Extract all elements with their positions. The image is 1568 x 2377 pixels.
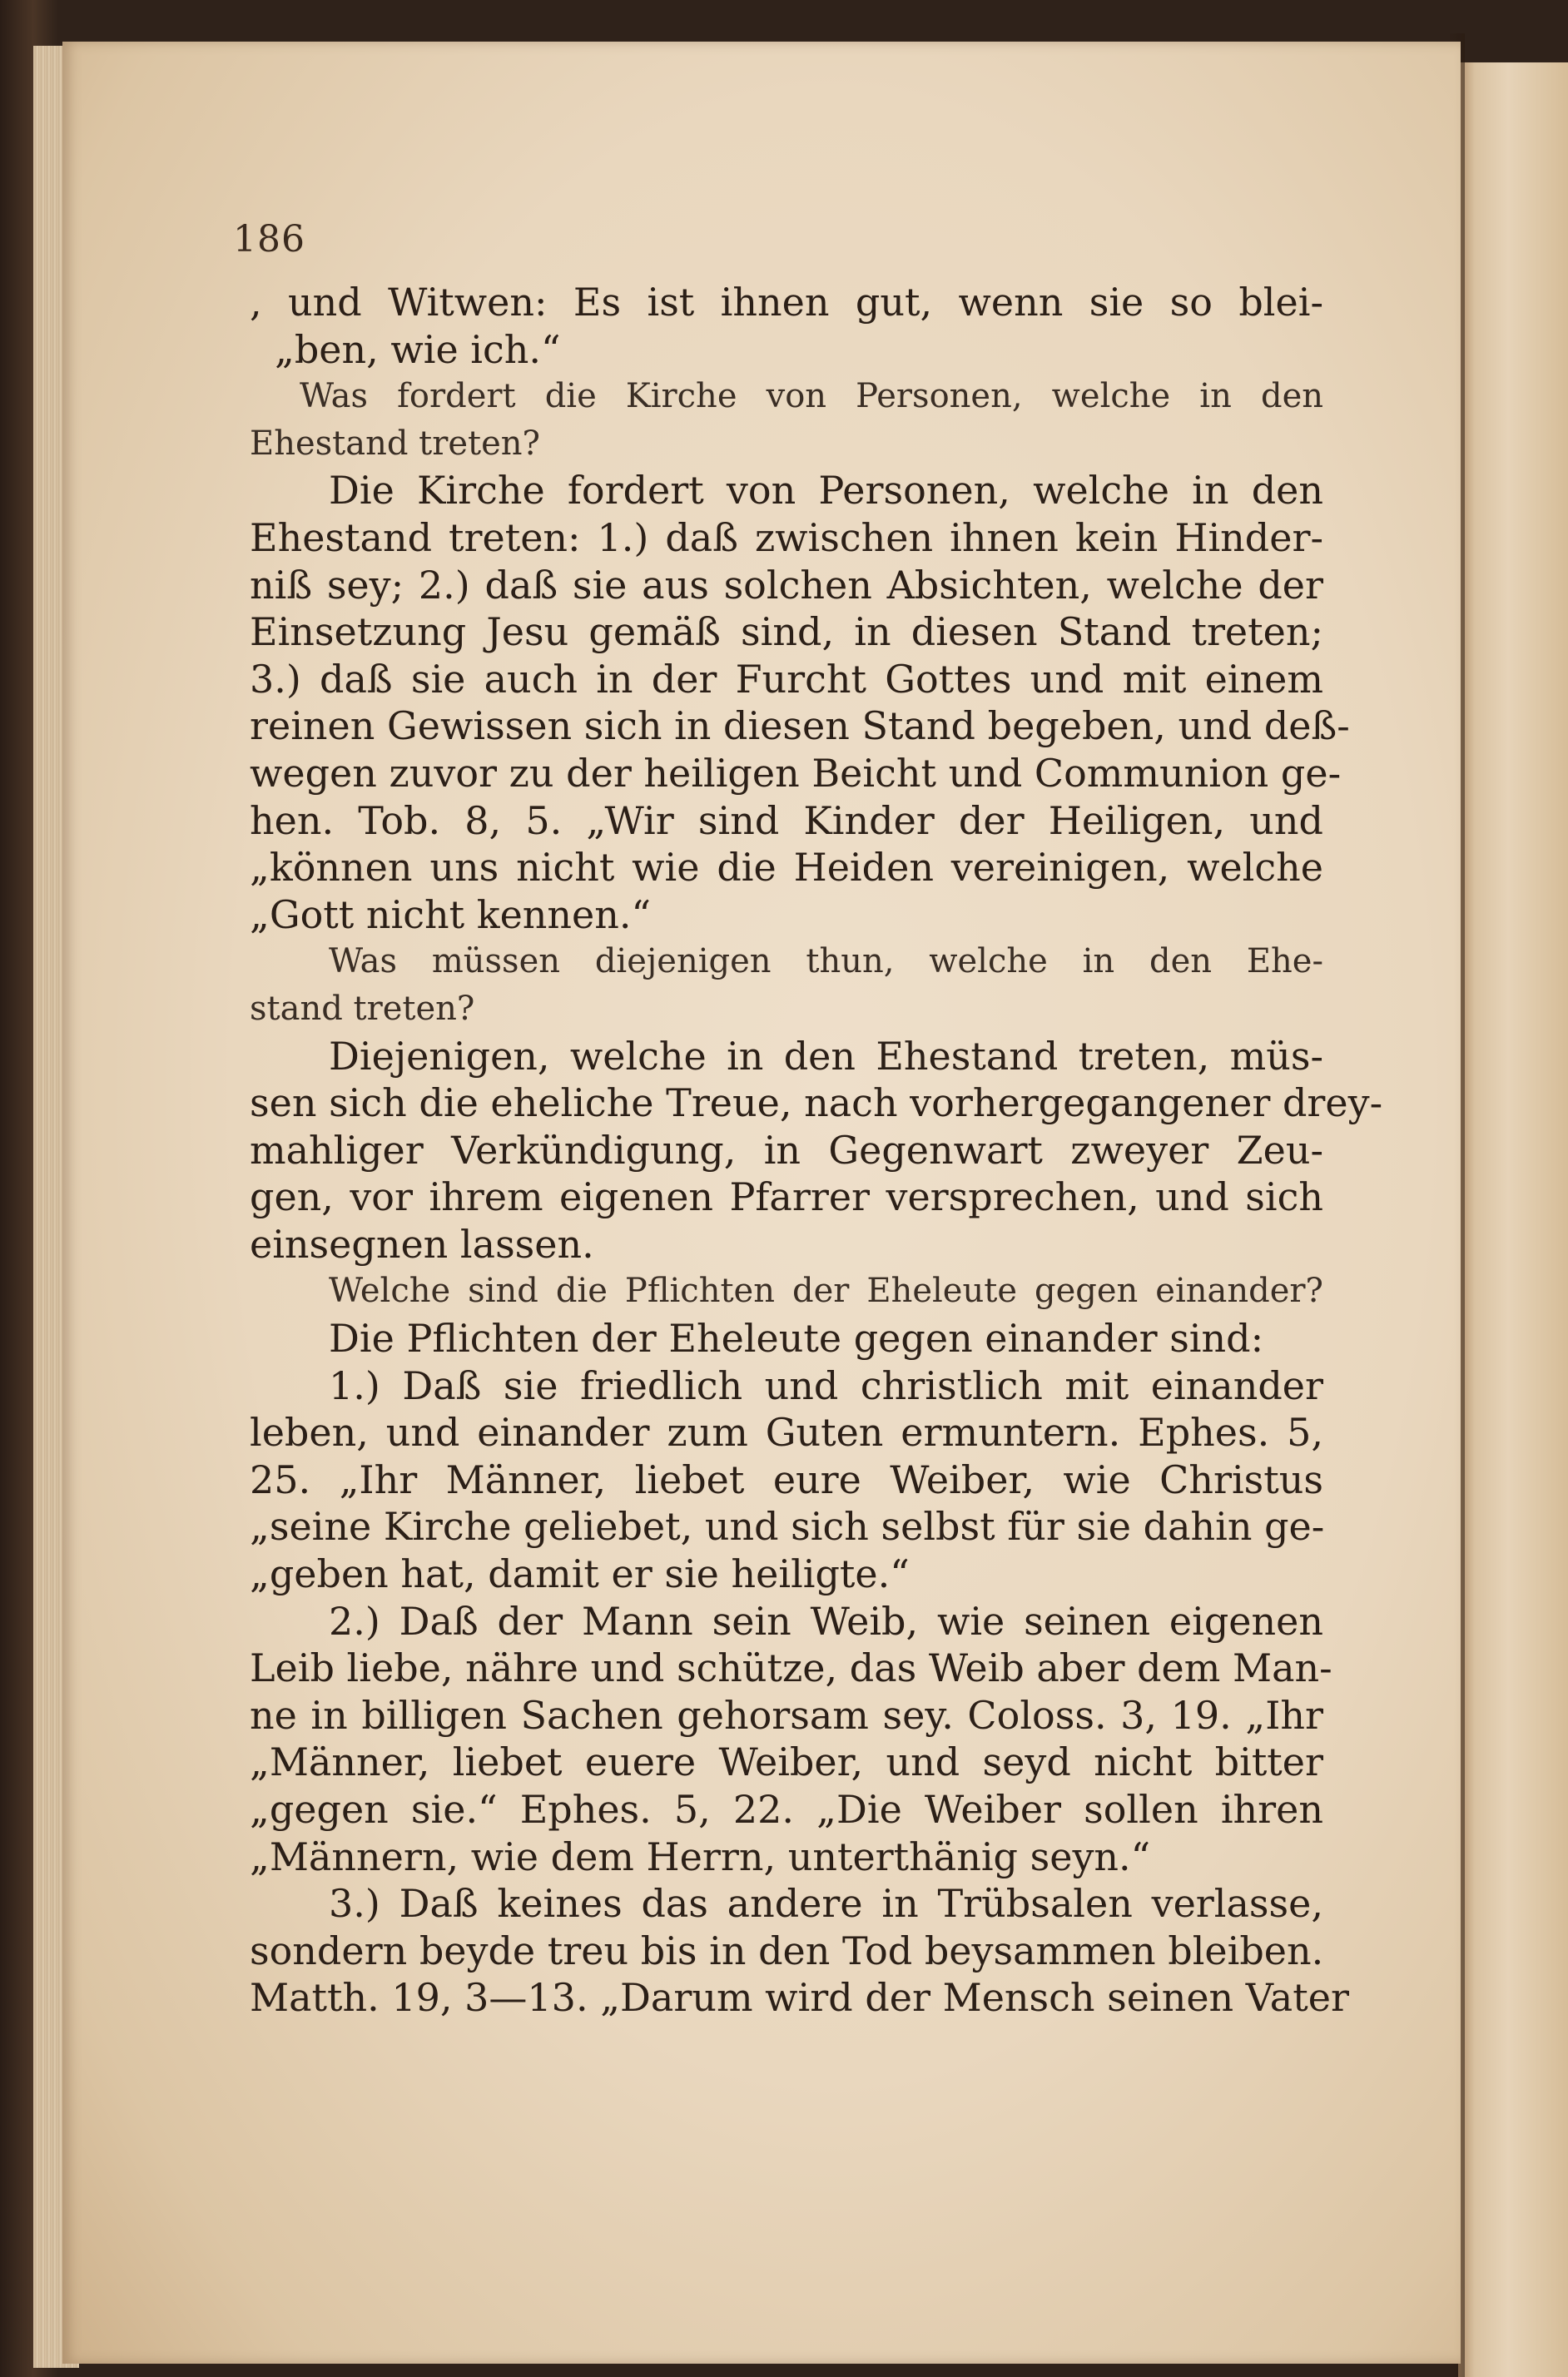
text-line: 3.) daß sie auch in der Furcht Gottes und mit einem	[250, 656, 1323, 702]
text-line: „geben hat, damit er sie heiligte.“	[250, 1551, 910, 1597]
text-line: Ehestand treten: 1.) daß zwischen ihnen kein Hinder-	[250, 514, 1323, 560]
text-line: Einsetzung Jesu gemäß sind, in diesen Stand treten;	[250, 609, 1323, 655]
text-line: reinen Gewissen sich in diesen Stand begeben, und deß-	[250, 703, 1350, 749]
text-line: 3.) Daß keines das andere in Trübsalen verlasse,	[329, 1881, 1323, 1927]
text-line: „Gott nicht kennen.“	[250, 891, 652, 937]
page-number: 186	[233, 218, 305, 261]
text-line: einsegnen lassen.	[250, 1221, 594, 1267]
text-line: niß sey; 2.) daß sie aus solchen Absichten, welche der	[250, 562, 1323, 608]
page-text	[250, 279, 1383, 2022]
text-line: 25. „Ihr Männer, liebet eure Weiber, wie Christus	[250, 1456, 1323, 1502]
question-line: Welche sind die Pflichten der Eheleute gegen einander?	[329, 1272, 1323, 1311]
text-line: Die Pflichten der Eheleute gegen einander sind:	[329, 1316, 1264, 1362]
text-line: sondern beyde treu bis in den Tod beysammen bleiben.	[250, 1928, 1324, 1973]
text-line: sen sich die eheliche Treue, nach vorhergegangener drey-	[250, 1080, 1383, 1126]
text-line: gen, vor ihrem eigenen Pfarrer versprechen, und sich	[250, 1174, 1323, 1220]
text-line: „Männern, wie dem Herrn, unterthänig seyn.“	[250, 1834, 1151, 1879]
question-line: Was müssen diejenigen thun, welche in den Ehe-	[329, 942, 1323, 981]
question-line: Was fordert die Kirche von Personen, welche in den	[300, 377, 1323, 416]
text-line: hen. Tob. 8, 5. „Wir sind Kinder der Heiligen, und	[250, 797, 1323, 843]
text-line: „seine Kirche geliebet, und sich selbst für sie dahin ge-	[250, 1504, 1325, 1550]
text-line: Diejenigen, welche in den Ehestand treten, müs-	[329, 1033, 1323, 1079]
text-line: Leib liebe, nähre und schütze, das Weib aber dem Man-	[250, 1645, 1332, 1691]
text-line: leben, und einander zum Guten ermuntern. Ephes. 5,	[250, 1410, 1323, 1456]
text-line: Matth. 19, 3—13. „Darum wird der Mensch seinen Vater	[250, 1975, 1349, 2021]
question-line: stand treten?	[250, 989, 475, 1028]
text-line: 1.) Daß sie friedlich und christlich mit einander	[329, 1362, 1323, 1408]
text-line: ne in billigen Sachen gehorsam sey. Coloss. 3, 19. „Ihr	[250, 1692, 1323, 1738]
question-line: Ehestand treten?	[250, 424, 540, 463]
text-line: „können uns nicht wie die Heiden vereinigen, welche	[250, 845, 1323, 891]
text-line: , und Witwen: Es ist ihnen gut, wenn sie so blei-	[250, 280, 1323, 325]
text-line: 2.) Daß der Mann sein Weib, wie seinen eigenen	[329, 1598, 1323, 1644]
text-line: „Männer, liebet euere Weiber, und seyd nicht bitter	[250, 1739, 1323, 1785]
text-line: wegen zuvor zu der heiligen Beicht und Communion ge-	[250, 750, 1342, 796]
text-line: mahliger Verkündigung, in Gegenwart zweyer Zeu-	[250, 1127, 1323, 1173]
text-line: „gegen sie.“ Ephes. 5, 22. „Die Weiber sollen ihren	[250, 1787, 1323, 1832]
text-line: Die Kirche fordert von Personen, welche in den	[329, 468, 1323, 514]
facing-page-edge	[1458, 62, 1568, 2377]
text-line: „ben, wie ich.“	[275, 326, 561, 372]
